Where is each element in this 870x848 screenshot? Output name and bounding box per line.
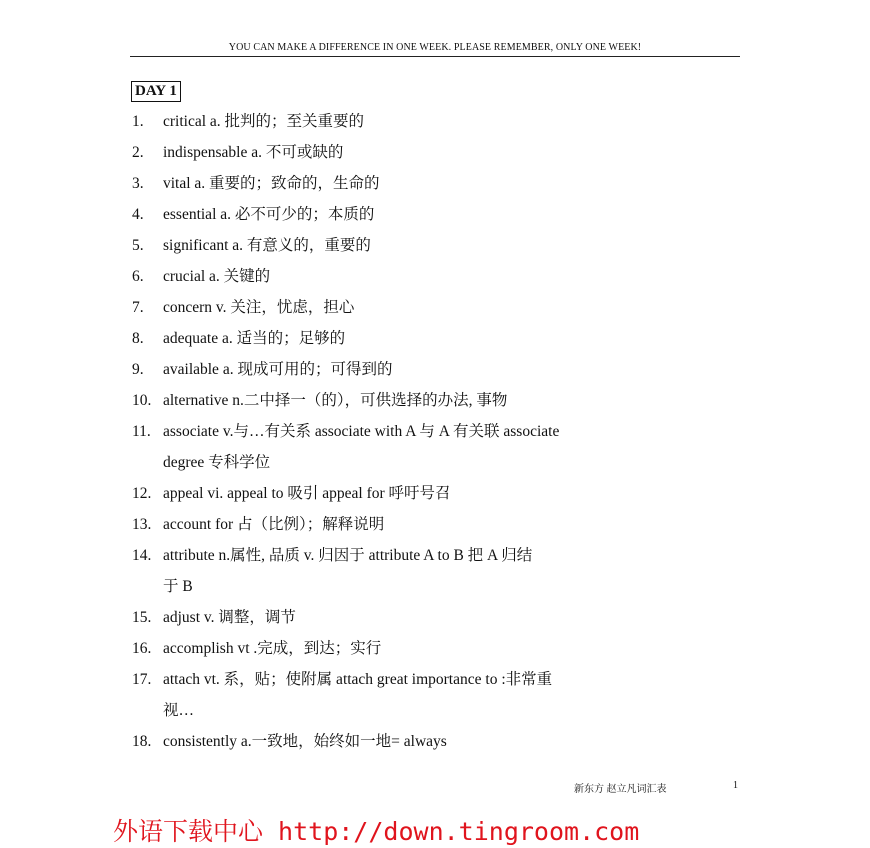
list-item xyxy=(132,168,742,199)
entry-text: appeal vi. appeal to 吸引 appeal for 呼吁号召 xyxy=(163,485,451,502)
list-item xyxy=(132,726,742,757)
entry-number: 3. xyxy=(132,175,144,192)
list-item xyxy=(132,416,742,447)
list-item xyxy=(132,540,742,571)
entry-text: crucial a. 关键的 xyxy=(163,268,271,285)
entry-text: associate v.与…有关系 associate with A 与 A 有关联 associate xyxy=(163,423,560,440)
entry-number: 1. xyxy=(132,113,144,130)
entry-number: 9. xyxy=(132,361,144,378)
entry-text: indispensable a. 不可或缺的 xyxy=(163,144,344,161)
entry-number: 12. xyxy=(132,485,152,502)
entry-number: 5. xyxy=(132,237,144,254)
entry-continuation: degree 专科学位 xyxy=(163,454,271,471)
vocabulary-list xyxy=(132,106,742,757)
list-item xyxy=(132,385,742,416)
entry-number: 10. xyxy=(132,392,152,409)
entry-number: 2. xyxy=(132,144,144,161)
entry-continuation: 于 B xyxy=(163,578,193,595)
entry-number: 8. xyxy=(132,330,144,347)
entry-text: accomplish vt .完成，到达；实行 xyxy=(163,640,382,657)
list-item xyxy=(132,106,742,137)
entry-number: 17. xyxy=(132,671,152,688)
watermark[interactable]: 外语下载中心 http://down.tingroom.com xyxy=(113,817,640,846)
entry-number: 16. xyxy=(132,640,152,657)
entry-text: essential a. 必不可少的；本质的 xyxy=(163,206,375,223)
entry-text: attach vt. 系，贴；使附属 attach great importance to :非常重 xyxy=(163,671,553,688)
footer-label: 新东方 赵立凡词汇表 xyxy=(574,784,667,795)
entry-number: 6. xyxy=(132,268,144,285)
page-number: 1 xyxy=(733,780,738,791)
page-header: YOU CAN MAKE A DIFFERENCE IN ONE WEEK. PLEASE REMEMBER, ONLY ONE WEEK! xyxy=(228,42,642,53)
entry-text: critical a. 批判的；至关重要的 xyxy=(163,113,365,130)
list-item xyxy=(132,261,742,292)
entry-number: 11. xyxy=(132,423,151,440)
entry-text: available a. 现成可用的；可得到的 xyxy=(163,361,393,378)
entry-text: adequate a. 适当的；足够的 xyxy=(163,330,346,347)
day-title: DAY 1 xyxy=(131,81,181,102)
header-rule xyxy=(130,56,740,57)
list-item xyxy=(132,137,742,168)
list-item xyxy=(132,602,742,633)
entry-text: consistently a.一致地，始终如一地= always xyxy=(163,733,447,750)
entry-text: significant a. 有意义的，重要的 xyxy=(163,237,371,254)
entry-text: vital a. 重要的；致命的，生命的 xyxy=(163,175,380,192)
entry-text: adjust v. 调整，调节 xyxy=(163,609,296,626)
list-item xyxy=(132,633,742,664)
entry-text: alternative n.二中择一（的），可供选择的办法, 事物 xyxy=(163,392,508,409)
list-item xyxy=(132,664,742,695)
entry-number: 4. xyxy=(132,206,144,223)
entry-continuation: 视… xyxy=(163,702,195,719)
list-item xyxy=(132,478,742,509)
entry-text: attribute n.属性, 品质 v. 归因于 attribute A to B 把 A 归结 xyxy=(163,547,533,564)
list-item xyxy=(132,354,742,385)
entry-number: 7. xyxy=(132,299,144,316)
list-item xyxy=(132,292,742,323)
entry-number: 18. xyxy=(132,733,152,750)
entry-number: 13. xyxy=(132,516,152,533)
entry-text: concern v. 关注，忧虑，担心 xyxy=(163,299,355,316)
list-item xyxy=(132,323,742,354)
entry-number: 15. xyxy=(132,609,152,626)
list-item xyxy=(132,199,742,230)
entry-number: 14. xyxy=(132,547,152,564)
entry-text: account for 占（比例）；解释说明 xyxy=(163,516,385,533)
list-item xyxy=(132,230,742,261)
list-item xyxy=(132,509,742,540)
